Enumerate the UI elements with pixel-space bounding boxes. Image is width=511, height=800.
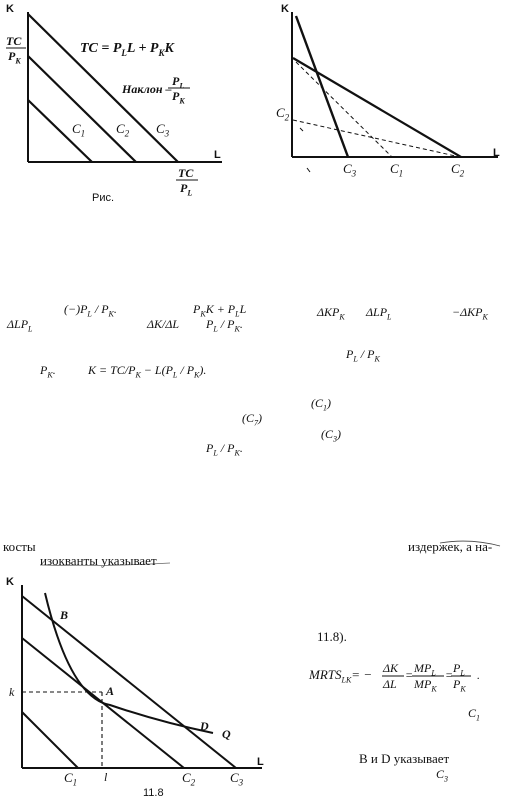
mrts-dk: ΔK — [383, 661, 399, 675]
formula-budget: $P_KK + P_LL$ — [193, 302, 247, 319]
formula-pl-pk-1: $(-)P_L / P_K$. — [64, 302, 117, 319]
figure3-curve-q: Q — [222, 727, 231, 741]
figure1-y-intercept-denominator: $P_K$ — [8, 49, 21, 66]
figure3-isocost-lines — [22, 596, 236, 768]
figure1-slope-numerator: $P_L$ — [172, 74, 185, 91]
figure3-axis-l-label: L — [257, 756, 264, 768]
figure1-label-c3: $C_3$ — [156, 121, 170, 139]
mrts-mpk: $MP_K$ — [414, 677, 437, 694]
figure3-label-c1: $C_1$ — [64, 770, 78, 788]
figure1-axis-k-label: K — [6, 3, 14, 15]
text-kosty: косты — [3, 539, 36, 554]
mrts-pk: $P_K$ — [453, 677, 466, 694]
figure1-equation: TC = $P_LL + P_KK$ — [80, 41, 174, 58]
figure3-l-label: l — [104, 770, 108, 784]
figure2-c2-left-label: $C_2$ — [276, 105, 290, 123]
figure3-isoquant-q — [45, 593, 213, 733]
right-c3: $C_3$ — [436, 767, 449, 784]
formula-pl-pk-3: $P_L / P_K$ — [346, 347, 380, 364]
figure1-caption: Рис. — [92, 192, 115, 204]
mrts-dot: . — [477, 668, 480, 682]
formula-dk-dl: ΔK/ΔL — [147, 317, 180, 331]
mrts-dl: ΔL — [383, 677, 397, 691]
formula-c1: $(C_1)$ — [311, 396, 331, 413]
figure1-line-c2 — [28, 56, 136, 162]
ref-11-8: 11.8). — [317, 629, 347, 644]
formula-neg-dkpk: $-\Delta KP_K$ — [452, 305, 488, 322]
figure2-axes — [292, 12, 498, 157]
formula-pl-pk-2: $P_L / P_K$. — [206, 317, 243, 334]
figure3-point-d: D — [200, 719, 209, 733]
figure2-label-c3: $C_3$ — [343, 161, 357, 179]
figure3-dashed-guides — [22, 692, 102, 768]
figure3-label-c2: $C_2$ — [182, 770, 196, 788]
text-izderzhek: издержек, а на- — [408, 539, 493, 554]
figure1-slope-denominator: $P_K$ — [172, 89, 185, 106]
mrts-formula-lhs: $MRTS_{LK}=$ − — [309, 667, 373, 685]
mrts-pl: $P_L$ — [453, 661, 465, 678]
figure1-x-intercept-numerator: TC — [178, 166, 194, 180]
formula-dlpl: $\Delta LP_L$ — [366, 305, 392, 322]
figure2-mark — [300, 128, 303, 131]
figure1-label-c2: $C_2$ — [116, 121, 130, 139]
formula-pl-pk-4: $P_L / P_K$. — [206, 441, 243, 458]
figure1-axis-l-label: L — [214, 149, 221, 161]
formula-c7: $(C_7)$ — [242, 411, 262, 428]
mrts-mpl: $MP_L$ — [414, 661, 436, 678]
mrts-eq3: = — [445, 668, 454, 682]
figure1-x-intercept-denominator: $P_L$ — [180, 181, 193, 198]
text-b-and-d: B и D указывает — [359, 751, 450, 766]
formula-dkpk: $\Delta KP_K$ — [317, 305, 345, 322]
formula-c3: $(C_3)$ — [321, 427, 341, 444]
formula-k-equation: $K = TC/P_K - L(P_L / P_K)$. — [88, 363, 207, 380]
figure2-axis-k-label: K — [281, 3, 289, 15]
figure3-label-c3: $C_3$ — [230, 770, 244, 788]
figure3-caption: 11.8 — [143, 787, 164, 799]
figure2-axis-l-label: L — [493, 147, 500, 159]
figure3-point-b: B — [60, 608, 69, 622]
figure1-slope-label: Наклон – — [122, 82, 172, 96]
formula-pk: $P_K$. — [40, 363, 56, 380]
formula-dlpl-2: $\Delta LP_L$ — [7, 317, 33, 334]
figure1-label-c1: $C_1$ — [72, 121, 86, 139]
mrts-eq2: = — [405, 668, 414, 682]
text-izokvanty: изокванты указывает — [40, 553, 157, 568]
figure1-y-intercept-numerator: TC — [6, 34, 22, 48]
right-c1: $C_1$ — [468, 706, 481, 723]
figure2-mark-bottom — [307, 168, 310, 172]
figure2-dashed-c2 — [293, 120, 460, 157]
figure2-label-c2: $C_2$ — [451, 161, 465, 179]
figure3-axis-k-label: K — [6, 576, 14, 588]
figure2-label-c1: $C_1$ — [390, 161, 404, 179]
figure3-k-label: k — [9, 685, 15, 699]
figure3-line-c1 — [22, 712, 78, 768]
figure3-point-a: A — [106, 684, 115, 698]
figure3-line-c3 — [22, 596, 236, 768]
